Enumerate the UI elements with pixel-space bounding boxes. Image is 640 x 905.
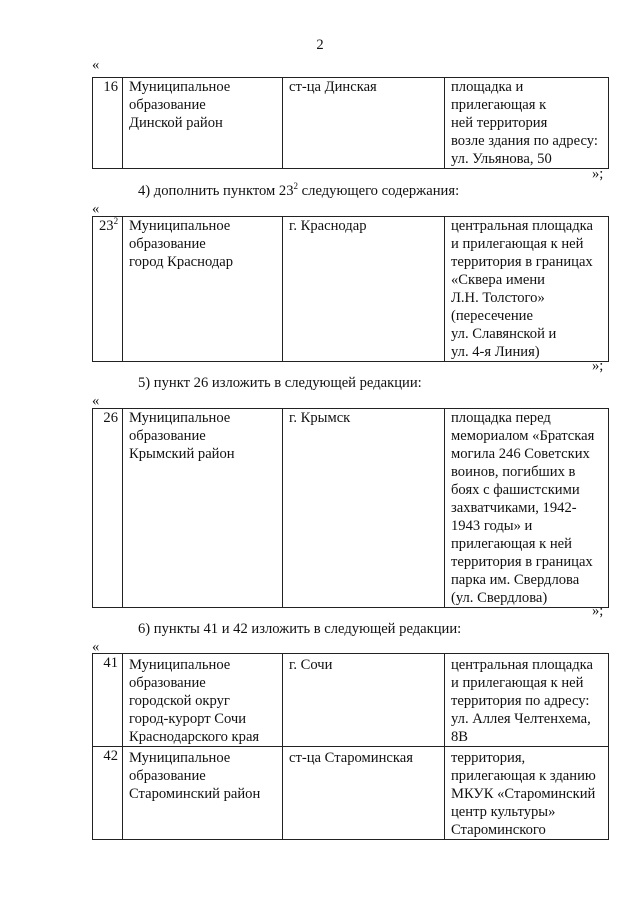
row-number-main: 23 bbox=[99, 218, 114, 234]
opening-quote: « bbox=[92, 57, 100, 73]
row-number bbox=[93, 217, 123, 362]
superscript: 2 bbox=[113, 216, 119, 226]
municipality-cell: Муниципальное образование Крымский район bbox=[123, 409, 283, 608]
closing-quote: »; bbox=[592, 166, 604, 182]
table-row-23-2-block bbox=[92, 216, 609, 362]
settlement-cell: ст-ца Староминская bbox=[283, 747, 445, 840]
row-number: 26 bbox=[93, 409, 123, 608]
table-row-26-block bbox=[92, 408, 609, 608]
settlement-cell: ст-ца Динская bbox=[283, 78, 445, 169]
location-cell: площадка перед мемориалом «Братская могила 246 Советских воинов, погибших в боях с фашистскими захватчиками, 1942- 1943 годы» и прилегающая к ней территория в границах парка им. Свердлова (ул. Свердлова) bbox=[445, 409, 609, 608]
closing-quote: »; bbox=[592, 358, 604, 374]
section-5-intro: 5) пункт 26 изложить в следующей редакции: bbox=[138, 375, 422, 391]
location-cell: территория, прилегающая к зданию МКУК «Староминский центр культуры» Староминского bbox=[445, 747, 609, 840]
table-rows-41-42-block bbox=[92, 653, 609, 840]
row-number: 41 bbox=[93, 654, 123, 747]
table-row bbox=[93, 747, 609, 840]
page-number: 2 bbox=[316, 37, 324, 53]
opening-quote: « bbox=[92, 639, 100, 655]
location-cell: площадка и прилегающая к ней территория возле здания по адресу: ул. Ульянова, 50 bbox=[445, 78, 609, 169]
municipality-cell: Муниципальное образование город Краснодар bbox=[123, 217, 283, 362]
opening-quote: « bbox=[92, 201, 100, 217]
table-row bbox=[93, 409, 609, 608]
settlement-cell: г. Сочи bbox=[283, 654, 445, 747]
section-4-text-end: следующего содержания: bbox=[298, 183, 460, 199]
table-row-16-block bbox=[92, 77, 609, 169]
municipality-cell: Муниципальное образование Динской район bbox=[123, 78, 283, 169]
municipality-cell: Муниципальное образование Староминский район bbox=[123, 747, 283, 840]
table-row bbox=[93, 654, 609, 747]
superscript: 2 bbox=[293, 181, 299, 191]
opening-quote: « bbox=[92, 393, 100, 409]
section-4-text: 4) дополнить пунктом 23 bbox=[138, 183, 294, 199]
settlement-cell: г. Краснодар bbox=[283, 217, 445, 362]
closing-quote: »; bbox=[592, 603, 604, 619]
row-number: 16 bbox=[93, 78, 123, 169]
row-number: 42 bbox=[93, 747, 123, 840]
municipality-cell: Муниципальное образование городской округ город-курорт Сочи Краснодарского края bbox=[123, 654, 283, 747]
location-cell: центральная площадка и прилегающая к ней территория по адресу: ул. Аллея Челтенхема, 8В bbox=[445, 654, 609, 747]
section-6-intro: 6) пункты 41 и 42 изложить в следующей редакции: bbox=[138, 621, 462, 637]
location-cell: центральная площадка и прилегающая к ней территория в границах «Сквера имени Л.Н. Толстого» (пересечение ул. Славянской и ул. 4-я Линия) bbox=[445, 217, 609, 362]
table-row bbox=[93, 217, 609, 362]
section-4-intro bbox=[138, 182, 459, 200]
table-row bbox=[93, 78, 609, 169]
settlement-cell: г. Крымск bbox=[283, 409, 445, 608]
